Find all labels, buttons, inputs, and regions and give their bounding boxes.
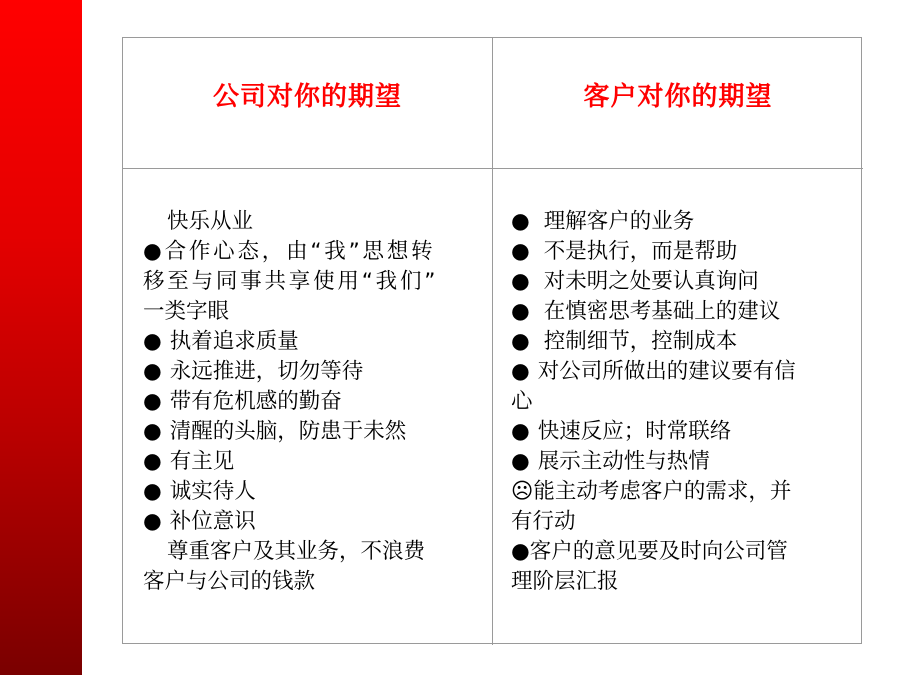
bullet-icon: ●	[143, 239, 165, 264]
list-item: 尊重客户及其业务，不浪费	[167, 539, 426, 564]
bullet-icon: ●	[143, 359, 162, 384]
list-item: ● 清醒的头脑，防患于未然	[143, 417, 479, 447]
customer-expectations-cell	[493, 169, 863, 645]
customer-expectations-list	[511, 207, 851, 597]
list-item-continuation: 理阶层汇报	[511, 569, 619, 594]
bullet-icon: ●	[143, 449, 162, 474]
bullet-icon: ●	[511, 329, 530, 354]
company-expectations-cell	[123, 169, 493, 645]
customer-expectations-title: 客户对你的期望	[583, 82, 773, 112]
bullet-icon: ●	[511, 209, 530, 234]
list-item: 快乐从业	[167, 209, 254, 234]
company-expectations-list	[143, 207, 479, 597]
header-cell-customer	[493, 38, 863, 169]
list-item: ● 控制细节，控制成本	[511, 327, 851, 357]
list-item-continuation: 一类字眼	[143, 299, 230, 324]
bullet-icon: ●	[143, 509, 162, 534]
list-item: ● 执着追求质量	[143, 327, 479, 357]
bullet-icon: ●	[511, 269, 530, 294]
list-item: ● 理解客户的业务	[511, 207, 851, 237]
list-item: ● 在慎密思考基础上的建议	[511, 297, 851, 327]
sad-face-icon: ☹	[511, 479, 534, 504]
list-item-continuation: 心	[511, 389, 533, 414]
list-item-continuation: 客户与公司的钱款	[143, 569, 316, 594]
bullet-icon: ●	[511, 239, 530, 264]
bullet-icon: ●	[511, 359, 530, 384]
bullet-icon: ●	[511, 449, 530, 474]
list-item: ● 补位意识	[143, 507, 479, 537]
red-gradient-sidebar	[0, 0, 82, 675]
list-item-continuation: 移至与同事共享使用“我们”	[143, 269, 439, 294]
list-item: ● 诚实待人	[143, 477, 479, 507]
bullet-icon: ●	[143, 479, 162, 504]
bullet-icon: ●	[511, 299, 530, 324]
list-item-continuation: 有行动	[511, 509, 576, 534]
list-item: ● 不是执行，而是帮助	[511, 237, 851, 267]
list-item: ☹能主动考虑客户的需求，并	[511, 477, 851, 507]
expectations-table	[122, 37, 862, 644]
bullet-icon: ●	[511, 539, 530, 564]
list-item: ● 带有危机感的勤奋	[143, 387, 479, 417]
header-cell-company	[123, 38, 493, 169]
company-expectations-title: 公司对你的期望	[212, 82, 402, 112]
bullet-icon: ●	[143, 329, 162, 354]
list-item: ● 对未明之处要认真询问	[511, 267, 851, 297]
bullet-icon: ●	[511, 419, 530, 444]
list-item: ● 对公司所做出的建议要有信	[511, 357, 851, 387]
list-item: ● 展示主动性与热情	[511, 447, 851, 477]
list-item: ●合作心态，由“我”思想转	[143, 237, 479, 267]
list-item: ● 永远推进，切勿等待	[143, 357, 479, 387]
bullet-icon: ●	[143, 419, 162, 444]
list-item: ● 快速反应；时常联络	[511, 417, 851, 447]
bullet-icon: ●	[143, 389, 162, 414]
list-item: ● 有主见	[143, 447, 479, 477]
list-item: ●客户的意见要及时向公司管	[511, 537, 851, 567]
